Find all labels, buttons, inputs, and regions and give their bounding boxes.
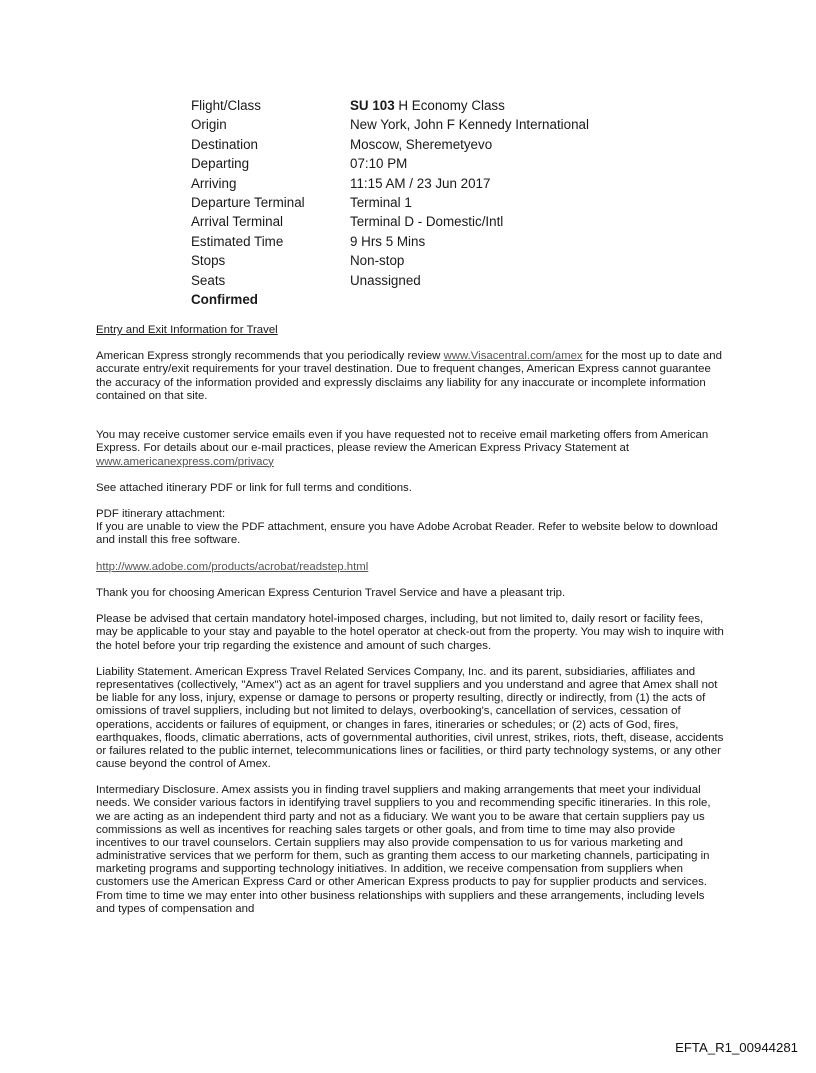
flight-number: SU 103 (350, 98, 395, 113)
flight-row-origin (191, 115, 589, 134)
flight-label: Estimated Time (191, 233, 284, 249)
flight-class: H Economy Class (394, 98, 505, 113)
flight-value: Terminal 1 (350, 195, 412, 211)
flight-value (350, 96, 505, 115)
visacentral-link[interactable]: www.Visacentral.com/amex (443, 350, 583, 363)
flight-value: Terminal D - Domestic/Intl (350, 214, 504, 230)
privacy-link[interactable]: www.americanexpress.com/privacy (96, 455, 274, 468)
pdf-text: If you are unable to view the PDF attachment, ensure you have Adobe Acrobat Reader. Refer to website below to download and install this free software. (96, 521, 718, 547)
flight-row-seats (191, 271, 589, 290)
adobe-link[interactable]: http://www.adobe.com/products/acrobat/readstep.html (96, 560, 369, 573)
flight-row-arriving (191, 174, 589, 193)
flight-row-estimated-time (191, 232, 589, 251)
flight-value: 9 Hrs 5 Mins (350, 233, 426, 249)
flight-label: Stops (191, 253, 226, 269)
flight-label: Departure Terminal (191, 195, 305, 211)
entry-exit-paragraph (96, 350, 724, 403)
liability-paragraph: Liability Statement. American Express Travel Related Services Company, Inc. and its parent, subsidiaries, affiliates and representatives (collectively, "Amex") act as an agent for travel suppliers and you understand and agree that Amex shall not be liable for any loss, injury, expense or damage to persons or property resulting, directly or indirectly, from (1) the acts of omissions of travel suppliers, including but not limited to delays, overbooking's, cancellation of services, cessation of operations, accidents or failures of equipment, or changes in fares, itineraries or schedules; or (2) acts of God, fires, earthquakes, floods, climatic aberrations, acts of governmental authorities, civil unrest, strikes, riots, theft, disease, accidents or failures related to the public internet, telecommunications lines or facilities, or third party technology systems, or any other cause beyond the control of Amex. (96, 665, 724, 771)
flight-value: 11:15 AM / 23 Jun 2017 (350, 175, 491, 191)
flight-value: Moscow, Sheremetyevo (350, 136, 493, 152)
flight-row-destination (191, 135, 589, 154)
flight-details-table (191, 96, 589, 309)
entry-exit-text: American Express strongly recommends that you periodically review (96, 350, 444, 363)
flight-value: Unassigned (350, 272, 421, 288)
flight-label: Seats (191, 272, 226, 288)
flight-row-arrival-terminal (191, 212, 589, 231)
flight-label: Origin (191, 117, 227, 133)
flight-value: 07:10 PM (350, 156, 408, 172)
privacy-paragraph (96, 429, 724, 468)
entry-exit-text-cont: for the most up to date and accurate entry/exit requirements for your travel destination. Due to frequent changes, American Express cannot guarantee the accuracy of the information provided and expressly disclaims any liability for any inaccurate or incomplete information contained on that site. (96, 350, 722, 402)
adobe-link-paragraph (96, 561, 724, 574)
itinerary-body (96, 324, 724, 929)
flight-label: Arriving (191, 175, 237, 191)
flight-row-flight-class (191, 96, 589, 115)
pdf-paragraph (96, 508, 724, 547)
flight-value: New York, John F Kennedy International (350, 117, 589, 133)
flight-label: Departing (191, 156, 250, 172)
flight-row-departure-terminal (191, 193, 589, 212)
flight-row-departing (191, 154, 589, 173)
intermediary-paragraph: Intermediary Disclosure. Amex assists you in finding travel suppliers and making arrangements that meet your individual needs. We consider various factors in identifying travel suppliers to you and recommending specific itineraries. In this role, we are acting as an independent third party and not as a fiduciary. We want you to be aware that certain suppliers pay us commissions as well as incentives for reaching sales targets or other goals, and from time to time may also provide incentives to our travel counselors. Certain suppliers may also provide compensation to us for various marketing and administrative services that we perform for them, such as granting them access to our marketing channels, participating in marketing programs and supporting technology initiatives. In addition, we receive compensation from suppliers when customers use the American Express Card or other American Express products to pay for supplier products and services. From time to time we may enter into other business relationships with suppliers and these arrangements, including levels and types of compensation and (96, 784, 711, 915)
thanks-paragraph: Thank you for choosing American Express Centurion Travel Service and have a pleasant trip. (96, 587, 566, 600)
flight-label: Arrival Terminal (191, 214, 284, 230)
booking-status: Confirmed (191, 292, 258, 308)
entry-exit-heading: Entry and Exit Information for Travel (96, 324, 278, 336)
flight-value: Non-stop (350, 253, 405, 269)
flight-row-stops (191, 251, 589, 270)
flight-label: Flight/Class (191, 98, 261, 113)
document-id-footer: EFTA_R1_00944281 (675, 1040, 798, 1055)
privacy-text: You may receive customer service emails even if you have requested not to receive email marketing offers from American Express. For details about our e-mail practices, please review the American Express Privacy Statement at (96, 429, 709, 455)
flight-label: Destination (191, 136, 258, 152)
pdf-heading: PDF itinerary attachment: (96, 508, 226, 521)
terms-paragraph: See attached itinerary PDF or link for full terms and conditions. (96, 481, 412, 494)
hotel-notice-paragraph: Please be advised that certain mandatory hotel-imposed charges, including, but not limited to, daily resort or facility fees, may be applicable to your stay and payable to the hotel operator at check-out from the property. You may wish to inquire with the hotel before your trip regarding the existence and amount of such charges. (96, 613, 724, 652)
